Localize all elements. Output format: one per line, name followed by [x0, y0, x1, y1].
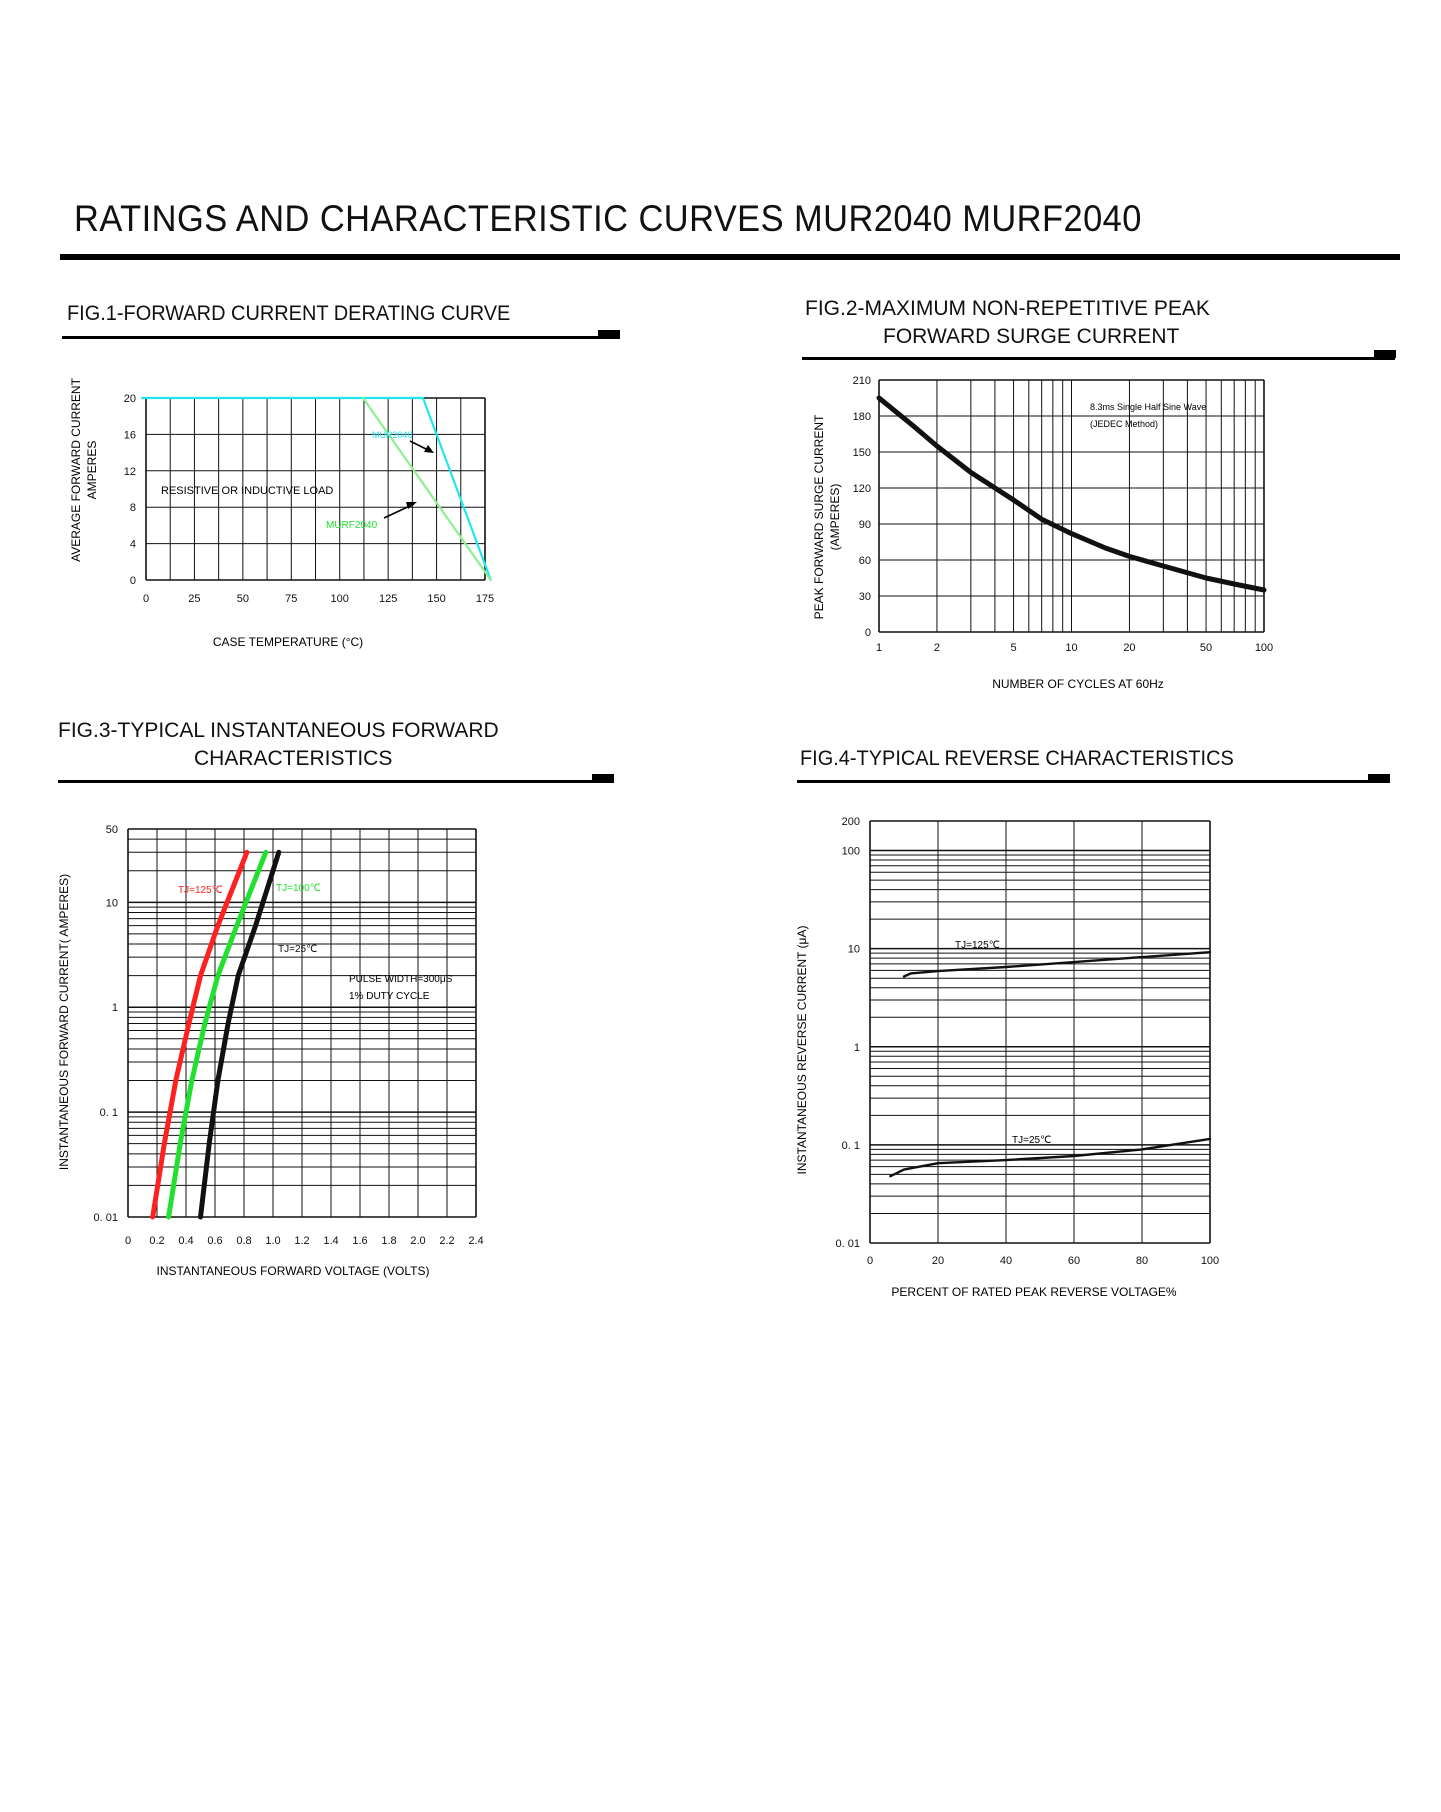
- fig2-ytick-label: 0: [864, 627, 871, 639]
- fig2-xtick-label: 20: [1123, 642, 1136, 654]
- fig4-ytick-label: 1: [853, 1041, 860, 1054]
- fig1-ytick-label: 0: [129, 575, 136, 587]
- fig3-ytick-label: 50: [105, 824, 118, 836]
- fig3-xtick-label: 2.4: [468, 1235, 484, 1247]
- fig1-xtick-label: 75: [285, 593, 298, 605]
- fig3-xtick-label: 1.4: [323, 1235, 339, 1247]
- fig3-xtick-label: 2.2: [439, 1235, 455, 1247]
- fig4-xtick-label: 60: [1067, 1255, 1081, 1267]
- fig2-ytick-label: 120: [852, 483, 871, 495]
- fig2-xtick-label: 1: [875, 642, 883, 654]
- fig4-xtick-label: 80: [1135, 1255, 1149, 1267]
- fig3-ytick-label: 10: [105, 897, 118, 910]
- fig1-xtick-label: 175: [475, 593, 495, 605]
- fig3-ytick-label: 0. 1: [99, 1107, 118, 1120]
- fig4-xtick-label: 40: [999, 1255, 1013, 1267]
- fig3-xtick-label: 1.2: [294, 1235, 310, 1247]
- fig2-ytick-label: 30: [858, 591, 871, 603]
- fig1-series-label-mur: MUR2040: [372, 430, 413, 440]
- fig3-xtick-label: 0: [124, 1235, 132, 1247]
- fig3-title-line2: CHARACTERISTICS: [194, 747, 393, 770]
- fig2-xtick-label: 50: [1199, 642, 1213, 654]
- fig2-xtick-label: 2: [933, 642, 941, 654]
- fig1-title: FIG.1-FORWARD CURRENT DERATING CURVE: [67, 302, 511, 325]
- fig2-ytick-label: 180: [852, 411, 871, 423]
- fig1-ytick-label: 12: [123, 465, 136, 478]
- fig2-ytick-label: 150: [852, 447, 871, 459]
- fig3-xtick-label: 0.4: [178, 1235, 194, 1247]
- fig4-xtick-label: 0: [866, 1255, 874, 1267]
- fig2-annotation-line2: (JEDEC Method): [1090, 419, 1159, 429]
- fig1-series-label-murf: MURF2040: [326, 520, 378, 531]
- fig2-ytick-label: 90: [858, 519, 871, 531]
- fig4-ytick-label: 0. 1: [841, 1139, 860, 1152]
- fig1-ytick-label: 16: [123, 429, 136, 442]
- fig4-ytick-label: 10: [847, 943, 860, 956]
- fig3-xtick-label: 1.8: [381, 1235, 397, 1247]
- fig1-ytick-label: 8: [129, 502, 136, 515]
- fig1-xtick-label: 50: [236, 593, 249, 605]
- fig3-title-line1: FIG.3-TYPICAL INSTANTANEOUS FORWARD: [58, 719, 499, 742]
- fig1-annotation: RESISTIVE OR INDUCTIVE LOAD: [161, 485, 334, 497]
- fig3-xtick-label: 2.0: [410, 1235, 426, 1247]
- fig2-ylabel-line2: (AMPERES): [828, 483, 842, 551]
- fig1-ylabel-line1: AVERAGE FORWARD CURRENT: [69, 378, 83, 562]
- fig3-xtick-label: 0.8: [236, 1235, 252, 1247]
- fig4-ytick-label: 100: [841, 845, 860, 858]
- fig3-xtick-label: 0.2: [149, 1235, 165, 1247]
- fig4-grid: [870, 821, 1210, 1243]
- fig2-xtick-label: 5: [1010, 642, 1017, 654]
- fig4-series-label-tj125: TJ=125℃: [955, 940, 1000, 951]
- fig2-annotation-line1: 8.3ms Single Half Sine Wave: [1090, 402, 1207, 412]
- fig4-xtick-label: 100: [1200, 1255, 1220, 1267]
- fig1-xtick-label: 25: [188, 593, 201, 605]
- fig2-xtick-label: 100: [1254, 642, 1274, 654]
- fig3-xlabel: INSTANTANEOUS FORWARD VOLTAGE (VOLTS): [156, 1264, 430, 1278]
- fig4-ylabel: INSTANTANEOUS REVERSE CURRENT (μA): [795, 925, 809, 1175]
- fig3-xtick-label: 1.0: [265, 1235, 281, 1247]
- fig1-xtick-label: 0: [142, 593, 150, 605]
- fig3-series-label-tj125: TJ=125℃: [178, 885, 223, 896]
- fig2-title-line2: FORWARD SURGE CURRENT: [883, 325, 1180, 348]
- fig1-ytick-label: 4: [129, 538, 136, 551]
- fig3-annotation-line2: 1% DUTY CYCLE: [349, 991, 430, 1002]
- fig4-title: FIG.4-TYPICAL REVERSE CHARACTERISTICS: [800, 747, 1234, 770]
- fig3-series-label-tj100: TJ=100℃: [276, 883, 321, 894]
- fig3-ytick-label: 1: [111, 1002, 118, 1015]
- fig3-xtick-label: 0.6: [207, 1235, 223, 1247]
- fig3-ylabel: INSTANTANEOUS FORWARD CURRENT( AMPERES): [57, 873, 71, 1171]
- fig4-xlabel: PERCENT OF RATED PEAK REVERSE VOLTAGE%: [891, 1285, 1177, 1299]
- fig1-xtick-label: 100: [330, 593, 349, 605]
- fig2-xlabel: NUMBER OF CYCLES AT 60Hz: [992, 677, 1164, 691]
- fig1-ytick-label: 20: [123, 393, 136, 405]
- fig3-ytick-label: 0. 01: [93, 1212, 118, 1224]
- fig4-series-label-tj25: TJ=25℃: [1012, 1135, 1052, 1146]
- fig2-xtick-label: 10: [1065, 642, 1078, 654]
- fig4-xtick-label: 20: [931, 1255, 945, 1267]
- fig4-ticks: [836, 816, 1220, 1267]
- fig1-xtick-label: 150: [427, 593, 446, 605]
- fig1-xlabel: CASE TEMPERATURE (°C): [212, 635, 364, 649]
- fig2-ytick-label: 60: [858, 555, 871, 567]
- fig4-ytick-label: 200: [841, 816, 860, 828]
- fig2-ytick-label: 210: [852, 375, 871, 387]
- fig3-series-label-tj25: TJ=25℃: [278, 944, 318, 955]
- fig2-title-line1: FIG.2-MAXIMUM NON-REPETITIVE PEAK: [805, 297, 1210, 320]
- fig4-ytick-label: 0. 01: [835, 1238, 860, 1250]
- fig3-annotation-line1: PULSE WIDTH=300μS: [349, 974, 453, 985]
- page-title: RATINGS AND CHARACTERISTIC CURVES MUR2040 MURF2040: [74, 198, 1142, 239]
- fig1-ylabel-line2: AMPERES: [85, 440, 99, 500]
- fig1-xtick-label: 125: [378, 593, 398, 605]
- fig2-ylabel-line1: PEAK FORWARD SURGE CURRENT: [812, 414, 826, 620]
- fig3-xtick-label: 1.6: [352, 1235, 368, 1247]
